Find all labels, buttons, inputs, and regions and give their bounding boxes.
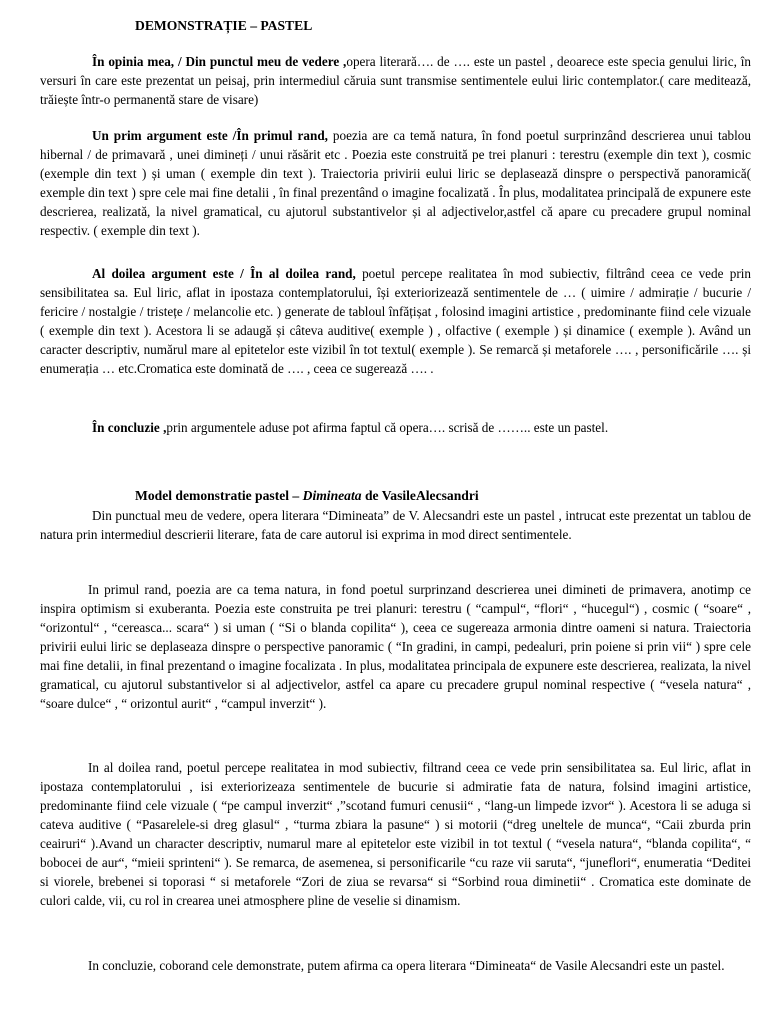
title-part: Model demonstratie pastel –: [135, 488, 303, 503]
section2-paragraph-2: In primul rand, poezia are ca tema natura, in fond poetul surprinzand descrierea unei dimineti de primavera, anotimp ce inspira optimism si exuberanta. Poezia este construita pe trei planuri: terestru ( “campul“, “flori“ , “hucegul“) , cosmic ( “soare“ , “orizontul“ , “cereasca... scara“ ) si uman ( “Si o blanda copilita“ ), ceea ce sugereaza armonia dintre oameni si natura. Traiectoria privirii eului liric se deplaseaza dinspre o perspective panoramic ( “In gradini, in campi, pedealuri, prin poiene si prin vii“ ) spre cele mai fine detalii, in final prezentand o imagine focalizata . In plus, modalitatea principala de expunere este descrierea, realizata, la nivel gramatical, cu ajutorul substantivelor si al adjectivelor, astfel ca apare cu precadere grupul nominal respective ( “vesela natura“ , “soare dulce“ , “ orizontul aurit“ , “campul inverzit“ ).: [40, 582, 751, 711]
paragraph-text: poezia are ca temă natura, în fond poetul surprinzând descrierea unui tablou hibernal / de primavară , unei dimineți / unui răsărit etc . Poezia este construită pe trei planuri : terestru (exemple din text ), cosmic (exemple din text ) și uman ( exemple din text ). Traiectoria privirii eului liric se deplasează dinspre o perspectivă panoramică( exemple din text ) spre cele mai fine detalii , în final prezentând o imagine focalizată . În plus, modalitatea principală de expunere este descrierea, realizată, la nivel gramatical, cu ajutorul substantivelor și al adjectivelor,astfel că apare cu precadere grupul nominal respectiv. ( exemple din text ).: [40, 128, 751, 238]
paragraph-text: poetul percepe realitatea în mod subiectiv, filtrând ceea ce vede prin sensibilitatea sa. Eul liric, aflat in ipostaza contemplatorului, își exteriorizează sentimentele de … ( uimire / admirație / bucurie / fericire / nostalgie / tristețe / melancolie etc. ) generate de tabloul înfățișat , folosind imagini artistice , predominante fiind cele vizuale ( exemple din text ). Acestora li se adaugă și câteva auditive( exemple ) , olfactive ( exemple ) și dinamice ( exemple ). Având un caracter descriptiv, numărul mare al epitetelor este vizibil în tot textul( exemple ). Se remarcă și metaforele …. , personificările …. și enumerația … etc.Cromatica este dominată de …. , ceea ce sugerează …. .: [40, 266, 751, 376]
section1-paragraph-2: [40, 126, 751, 240]
paragraph-lead: În opinia mea, / Din punctul meu de vedere ,: [92, 54, 347, 69]
section2-paragraph-4: In concluzie, coborand cele demonstrate, putem afirma ca opera literara “Dimineata“ de Vasile Alecsandri este un pastel.: [88, 958, 725, 973]
paragraph-text: prin argumentele aduse pot afirma faptul că opera…. scrisă de …….. este un pastel.: [166, 420, 609, 435]
section1-paragraph-3: [40, 264, 751, 378]
section2-paragraph-3: In al doilea rand, poetul percepe realitatea in mod subiectiv, filtrand ceea ce vede prin sensibilitatea sa. Eul liric, aflat in ipostaza contemplatorului , isi exteriorizeaza sentimentele de bucurie si admiratie fata de natura, folsind imagini artistice, predominante fiind cele vizuale ( “pe campul inverzit“ ,”scotand fumuri cenusii“ , “lang-un limpede izvor“ ). Acestora li se aduga si cateva auditive ( “Pasarelele-si dreg glasul“ , “turma zbiara la pasune“ ) si motorii (“dreg uneltele de munca“, “Caii zburda prin ceairuri“ ).Avand un character descriptiv, numarul mare al epitetelor este vizibil in tot textul ( “vesela natura“, “blanda copilita“, “ bobocei de aur“, “mieii sprinteni“ ). Se remarca, de asemenea, si personificarile “cu raze vii saruta“, “juneflori“, enumeratia “Deditei si viorele, brebenei si toporasi “ si metaforele “Zori de ziua se revarsa“ si “Sorbind roua diminetii“ . Cromatica este dominate de culori calde, vii, cu rol in crearea unei atmosphere pline de veselie si dinamism.: [40, 760, 751, 908]
title-part: de VasileAlecsandri: [361, 488, 479, 503]
paragraph-lead: În concluzie ,: [92, 420, 167, 435]
section1-title: DEMONSTRAȚIE – PASTEL: [135, 18, 313, 33]
section2-paragraph-1: Din punctual meu de vedere, opera literara “Dimineata” de V. Alecsandri este un pastel , intrucat este prezentat un tablou de natura prin intermediul descrierii literare, fata de care autorul isi exprima in mod direct sentimentele.: [40, 508, 751, 542]
paragraph-lead: Al doilea argument este / În al doilea rand,: [92, 266, 356, 281]
title-poem-name: Dimineata: [302, 488, 362, 503]
paragraph-lead: Un prim argument este /În primul rand,: [92, 128, 328, 143]
section1-paragraph-1: [40, 52, 751, 109]
section2-title: [135, 486, 479, 505]
section1-paragraph-4: [40, 418, 751, 437]
paragraph-text: opera literară…. de …. este un pastel , deoarece este specia genului liric, în versuri în care este prezentat un peisaj, prin intermediul căruia sunt transmise sentimentele eului liric contemplator.( care meditează, trăiește într-o permanentă stare de visare): [40, 54, 751, 107]
